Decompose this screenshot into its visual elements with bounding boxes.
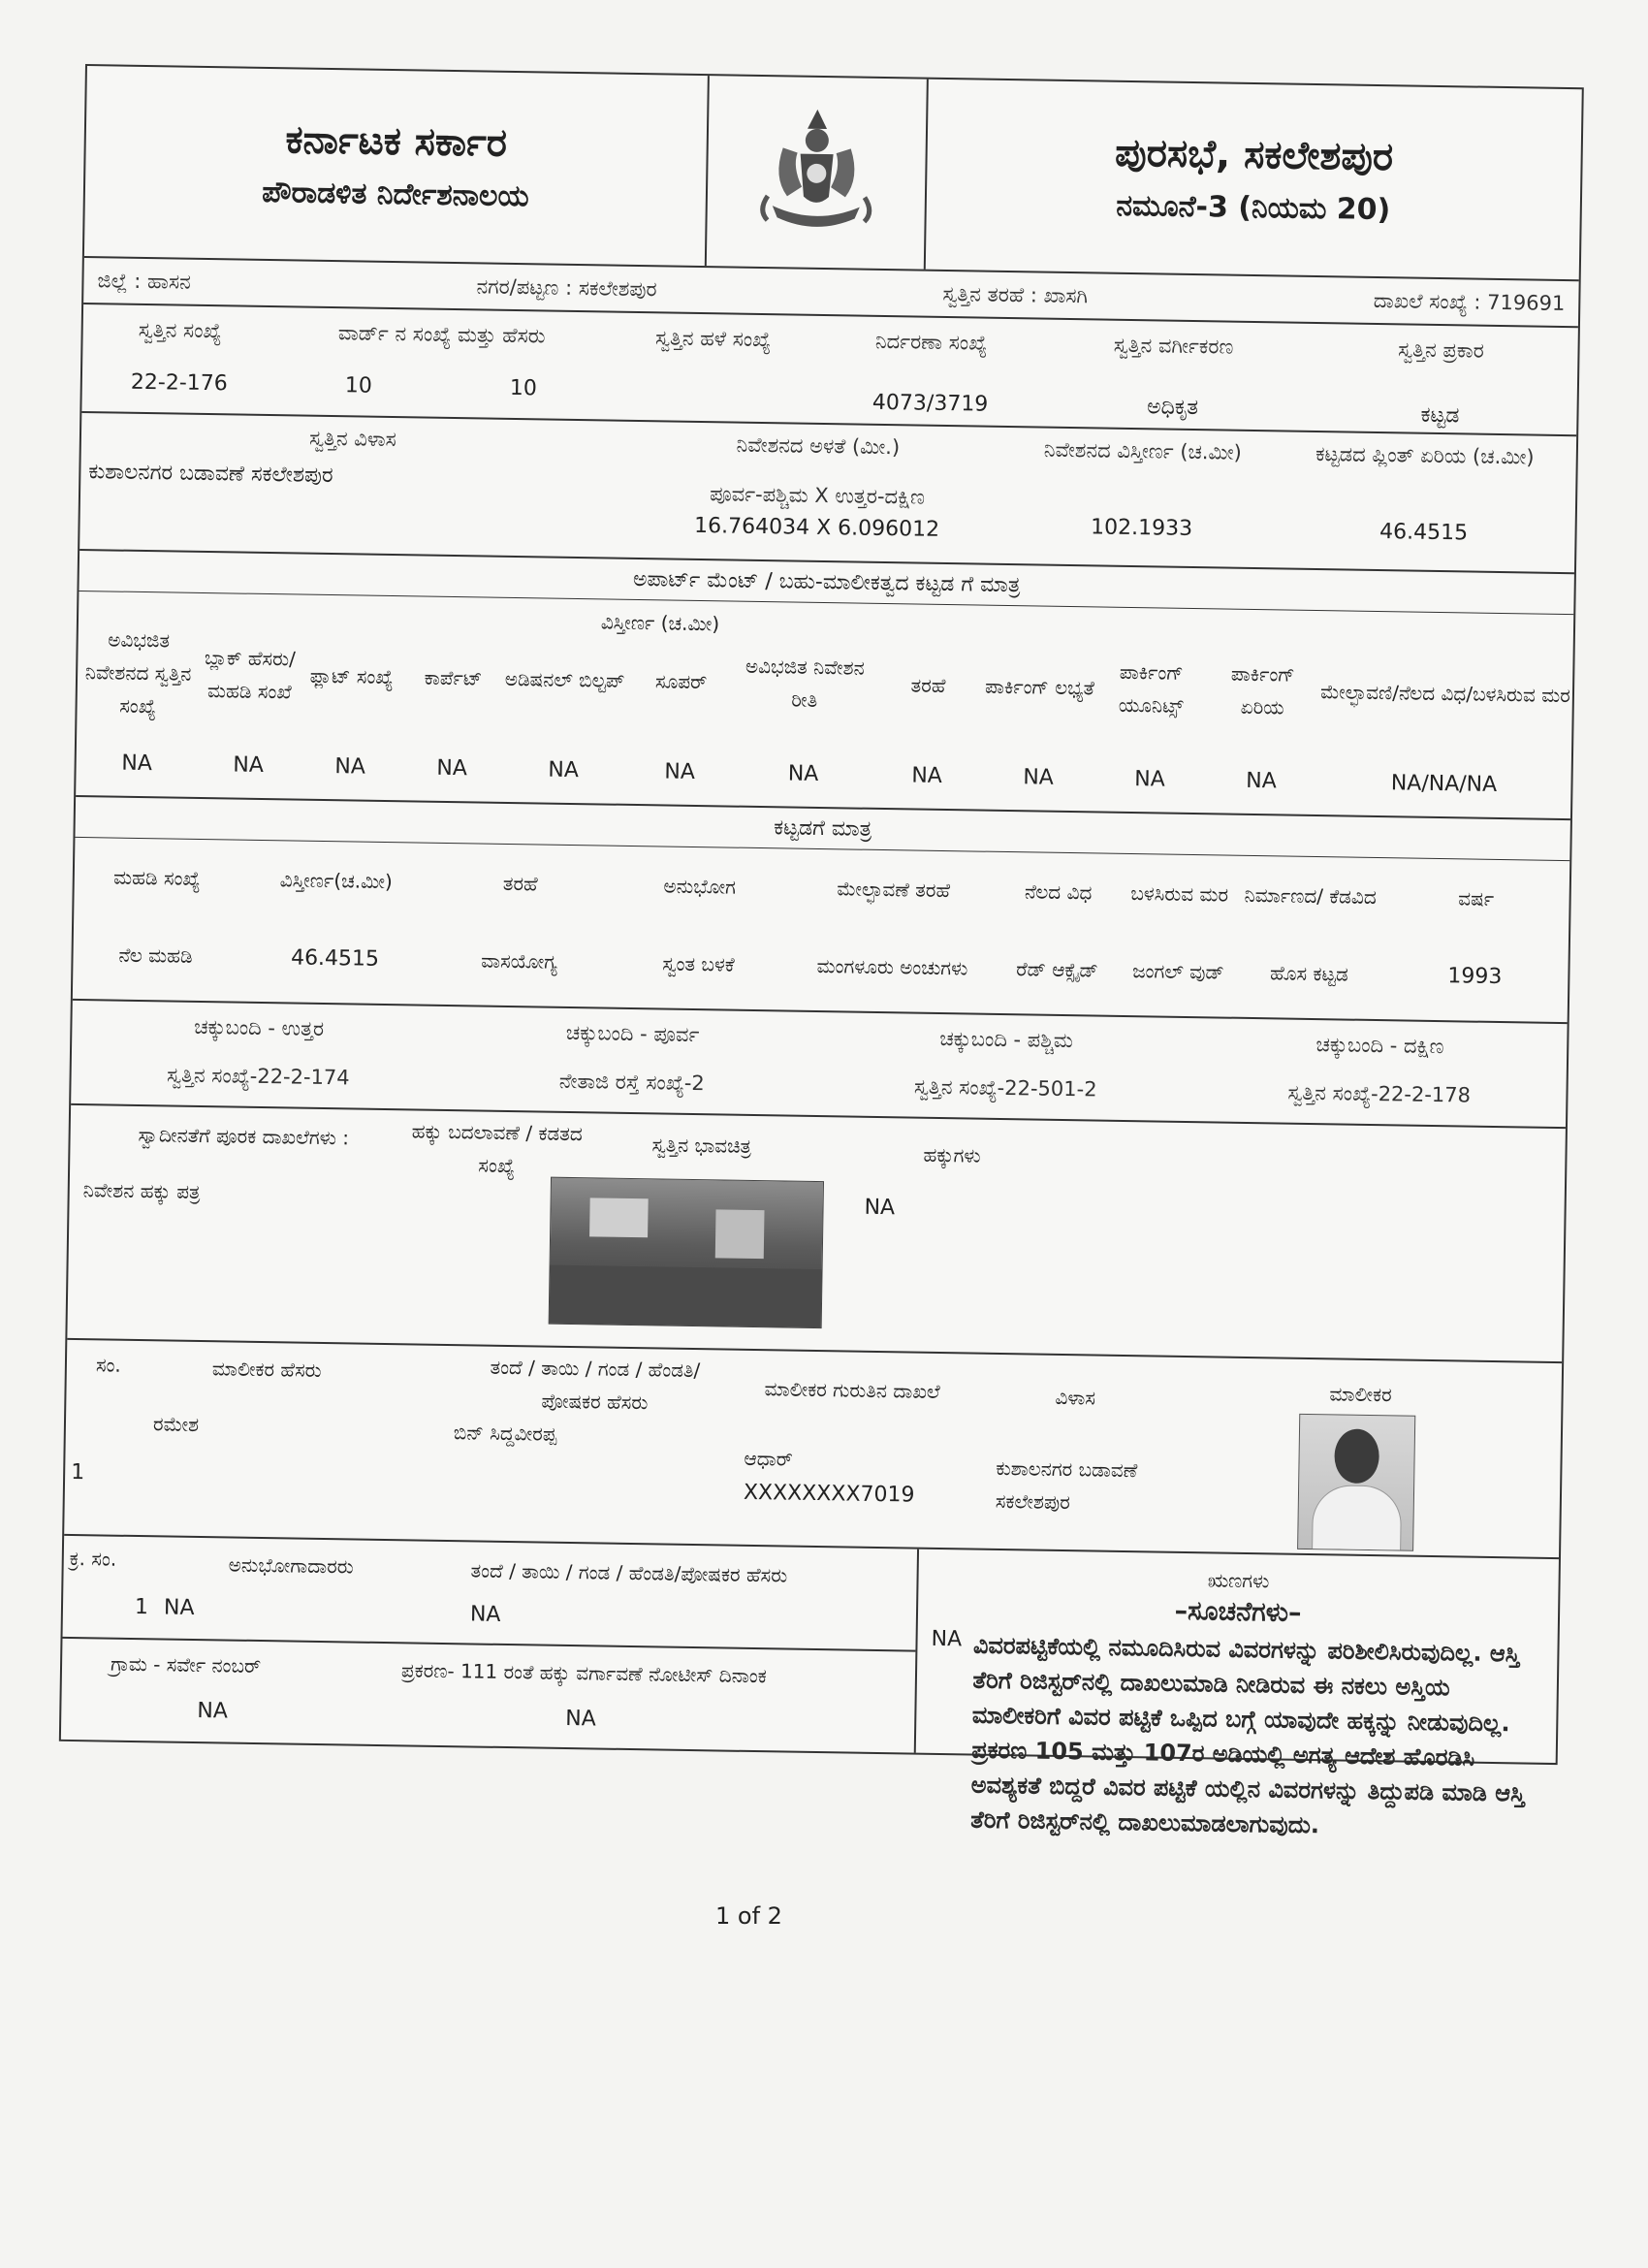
plinth-label: ಕಟ್ಟಡದ ಪ್ಲಿಂತ್ ಏರಿಯ (ಚ.ಮೀ) [1315,441,1535,469]
building-value: ವಾಸಯೋಗ್ಯ [480,948,558,974]
apartment-value: NA [1134,766,1165,792]
building-section [73,838,1569,1024]
ward-number: 10 [344,373,373,399]
stamp-title: –ಸೂಚನೆಗಳು– [1174,1595,1302,1628]
apartment-header: ಸೂಪರ್ [654,669,708,694]
boundary-north: ಸ್ವತ್ತಿನ ಸಂಖ್ಯೆ-22-2-174 [166,1062,350,1089]
building-title: ಕಟ್ಟಡಗೆ ಮಾತ್ರ [774,815,872,842]
address-value: ಕುಶಾಲನಗರ ಬಡಾವಣೆ ಸಕಲೇಶಪುರ [88,460,333,489]
apartment-header: ಅಡಿಷನಲ್ ಬಿಲ್ಟಪ್ [504,666,625,692]
city: ನಗರ/ಪಟ್ಟಣ : ಸಕಲೇಶಪುರ [476,273,657,301]
owner-header-relation: ತಂದೆ / ತಾಯಿ / ಗಂಡ / ಹೆಂಡತಿ/ಪೋಷಕರ ಹೆಸರು [490,1355,701,1415]
ids-header: ಸ್ವತ್ತಿನ ಸಂಖ್ಯೆ [138,317,222,342]
building-header: ಅನುಭೋಗ [663,874,737,899]
apartment-header: ಪಾರ್ಕಿಂಗ್ ಲಭ್ಯತೆ [984,674,1095,700]
building-value: ಸ್ವಂತ ಬಳಕೆ [662,951,735,976]
liabilities-label: ಋಣಗಳು [1207,1568,1270,1593]
classification: ಅಧಿಕೃತ [1146,395,1199,421]
owner-address-line2: ಸಕಲೇಶಪುರ [995,1488,1070,1515]
building-header: ಮೇಲ್ಛಾವಣೆ ತರಹೆ [837,877,951,903]
owner-header-photo: ಮಾಲೀಕರ [1329,1382,1392,1407]
record-number: ದಾಖಲೆ ಸಂಖ್ಯೆ : 719691 [1373,288,1566,315]
apartment-header: ಕಾರ್ಪೆಟ್ [424,665,483,690]
ids-header: ಸ್ವತ್ತಿನ ವರ್ಗೀಕರಣ [1113,333,1234,359]
occupant-name: NA [163,1595,195,1620]
survey-village-label: ಗ್ರಾಮ - ಸರ್ವೇ ನಂಬರ್ [110,1651,262,1678]
property-type: ಸ್ವತ್ತಿನ ತರಹೆ : ಖಾಸಗಿ [942,281,1089,307]
header-emblem-box [707,76,929,270]
owner-id-type: ಆಧಾರ್ [744,1446,793,1471]
building-value: 46.4515 [290,944,380,972]
owner-name: ರಮೇಶ [152,1412,200,1437]
occupant-relation: NA [469,1602,501,1627]
occupant-relation-label: ತಂದೆ / ತಾಯಿ / ಗಂಡ / ಹೆಂಡತಿ/ಪೋಷಕರ ಹೆಸರು [470,1558,788,1587]
building-header: ನೆಲದ ವಿಧ [1024,879,1093,905]
apartment-value: NA [334,753,366,780]
photo-label: ಸ್ವತ್ತಿನ ಭಾವಚಿತ್ರ [651,1133,752,1158]
building-header: ತರಹೆ [502,871,538,896]
building-header: ವಿಸ್ತೀರ್ಣ(ಚ.ಮೀ) [279,868,394,894]
owner-section [64,1340,1562,1559]
assessment-number: 4073/3719 [872,390,989,417]
bottom-left [61,1536,919,1753]
apartment-header-row [77,591,1573,758]
building-value: ಹೊಸ ಕಟ್ಟಡ [1269,961,1348,986]
apartment-header: ಅವಿಭಜಿತ ನಿವೇಶನದ ಸ್ವತ್ತಿನ ಸಂಖ್ಯೆ [84,627,192,719]
apartment-value: NA/NA/NA [1390,770,1498,797]
apartment-header: ಪಾರ್ಕಿಂಗ್ ಏರಿಯ [1230,661,1295,719]
building-value: ಮಂಗಳೂರು ಅಂಚುಗಳು [816,953,968,980]
apartment-header: ಪಾರ್ಕಿಂಗ್ ಯೂನಿಟ್ಸ್ [1118,659,1184,718]
apartment-value: NA [548,757,580,783]
ids-header: ವಾರ್ಡ್ ನ ಸಂಖ್ಯೆ ಮತ್ತು ಹೆಸರು [337,320,546,347]
owner-header-name: ಮಾಲೀಕರ ಹೆಸರು [211,1357,322,1382]
state-emblem-icon [743,99,890,246]
building-value: ನೆಲ ಮಹಡಿ [118,942,193,968]
liabilities-value: NA [931,1626,963,1652]
ids-header: ಸ್ವತ್ತಿನ ಹಳೆ ಸಂಖ್ಯೆ [654,325,772,351]
site-area: 102.1933 [1090,514,1193,541]
address-section [79,413,1576,574]
apartment-header: ತರಹೆ [910,673,946,698]
form-number: ನಮೂನೆ-3 (ನಿಯಮ 20) [1116,188,1391,227]
govt-title: ಕರ್ನಾಟಕ ಸರ್ಕಾರ [285,116,508,166]
bottom-section [61,1536,1559,1839]
building-value: ರೆಡ್ ಆಕ್ಸೈಡ್ [1016,957,1098,982]
boundary-header: ಚಕ್ಕುಬಂದಿ - ಉತ್ತರ [194,1014,325,1040]
bottom-right [916,1549,1559,1839]
survey-notice-label: ಪ್ರಕರಣ- 111 ರಂತೆ ಹಕ್ಕು ವರ್ಗಾವಣೆ ನೋಟೀಸ್ ದಿನಾಂಕ [400,1658,767,1688]
apartment-header: ಮೇಲ್ಛಾವಣಿ/ನೆಲದ ವಿಧ/ಬಳಸಿರುವ ಮರ [1319,680,1571,708]
page-number: 1 of 2 [715,1902,782,1930]
dimension-value: 16.764034 X 6.096012 [693,513,940,542]
district: ಜಿಲ್ಲೆ : ಹಾಸನ [97,268,191,294]
address-label: ಸ್ವತ್ತಿನ ವಿಳಾಸ [308,426,396,451]
site-dimension [622,477,1011,547]
rights-label: ಹಕ್ಕುಗಳು [923,1142,981,1167]
header-right [926,80,1582,280]
building-value: 1993 [1447,963,1503,989]
apartment-value: NA [911,762,943,788]
form-header [84,66,1582,281]
docs-label: ಸ್ವಾದೀನತೆಗೆ ಪೂರಕ ದಾಖಲೆಗಳು : [138,1122,350,1150]
property-kind: ಕಟ್ಟಡ [1420,402,1460,429]
apartment-value: NA [233,751,265,778]
owner-header-address: ವಿಳಾಸ [1055,1385,1096,1410]
survey-notice-value: NA [565,1706,596,1732]
occupant-block [62,1536,917,1652]
boundary-header: ಚಕ್ಕುಬಂದಿ - ಪಶ್ಚಿಮ [939,1026,1074,1052]
property-photo [549,1177,824,1328]
building-header: ಮಹಡಿ ಸಂಖ್ಯೆ [112,865,201,890]
direction-label: ಪೂರ್ವ-ಪಶ್ಚಿಮ X ಉತ್ತರ-ದಕ್ಷಿಣ [709,482,926,509]
owner-photo [1297,1414,1415,1551]
header-left [84,66,710,266]
change-label: ಹಕ್ಕು ಬದಲಾವಣೆ / ಕಡತದ ಸಂಖ್ಯೆ [411,1119,583,1178]
municipality-title: ಪುರಸಭೆ, ಸಕಲೇಶಪುರ [1114,130,1394,179]
apartment-section [76,591,1573,820]
apartment-value: NA [436,755,468,781]
apartment-header: ಅವಿಭಜಿತ ನಿವೇಶನ ರೀತಿ [745,654,865,712]
occupant-name-label: ಅನುಭೋಗಾದಾರರು [228,1552,354,1579]
site-dimension-label: ನಿವೇಶನದ ಅಳತೆ (ಮೀ.) [736,432,901,459]
ward-name: 10 [509,375,537,401]
owner-relation: ಬಿನ್ ಸಿದ್ದವೀರಪ್ಪ [453,1421,557,1446]
rights-value: NA [864,1195,896,1221]
property-form [59,64,1584,1839]
apartment-title: ಅಪಾರ್ಟ್ ಮೆಂಟ್ / ಬಹು-ಮಾಲೀಕತ್ವದ ಕಟ್ಟಡ ಗೆ ಮಾತ್ರ [632,566,1021,598]
occupant-serial: 1 [134,1594,149,1620]
occupant-sl-label: ಕ್ರ. ಸಂ. [69,1546,117,1571]
owner-header-serial: ಸಂ. [95,1353,121,1377]
building-header: ವರ್ಷ [1458,886,1495,910]
boundary-header: ಚಕ್ಕುಬಂದಿ - ಪೂರ್ವ [565,1020,700,1046]
survey-block [61,1639,916,1753]
owner-id-number: XXXXXXXX7019 [743,1480,915,1508]
doc-value: ನಿವೇಶನ ಹಕ್ಕು ಪತ್ರ [82,1178,201,1204]
site-area-label: ನಿವೇಶನದ ವಿಸ್ತೀರ್ಣ (ಚ.ಮೀ) [1043,437,1243,464]
boundary-west: ಸ್ವತ್ತಿನ ಸಂಖ್ಯೆ-22-501-2 [913,1074,1097,1102]
owner-address-line1: ಕುಶಾಲನಗರ ಬಡಾವಣೆ [996,1455,1138,1483]
rights-section [67,1105,1566,1363]
old-number [606,386,819,397]
apartment-header: ಫ್ಲಾಟ್ ಸಂಖ್ಯೆ [309,663,394,689]
boundary-east: ನೇತಾಜಿ ರಸ್ತೆ ಸಂಖ್ಯೆ-2 [558,1069,705,1095]
owner-serial: 1 [70,1459,85,1485]
stamp-body [931,1626,1544,1839]
owner-header-id: ಮಾಲೀಕರ ಗುರುತಿನ ದಾಖಲೆ [764,1377,940,1404]
apartment-value: NA [1246,768,1277,793]
building-header: ಬಳಸಿರುವ ಮರ [1130,881,1229,907]
apartment-value: NA [1023,764,1055,790]
survey-village-value: NA [197,1699,229,1724]
building-value: ಜಂಗಲ್ ವುಡ್ [1132,959,1224,984]
boundary-south: ಸ್ವತ್ತಿನ ಸಂಖ್ಯೆ-22-2-178 [1287,1080,1472,1107]
apartment-value: NA [121,751,153,776]
stamp-text: ವಿವರಪಟ್ಟಿಕೆಯಲ್ಲಿ ನಮೂದಿಸಿರುವ ವಿವರಗಳನ್ನು ಪರಿಶೀಲಿಸಿರುವುದಿಲ್ಲ. ಆಸ್ತಿ ತೆರಿಗೆ ರಿಜಿಸ್ಟರ್‌ನಲ್ಲಿ ದಾಖಲುಮಾಡಿ ನೀಡಿರುವ ಈ ನಕಲು ಅಸ್ತಿಯ ಮಾಲೀಕರಿಗೆ ವಿವರ ಪಟ್ಟಿಕೆ ಒಪ್ಪಿದ ಬಗ್ಗೆ ಯಾವುದೇ ಹಕ್ಕನ್ನು ನೀಡುವುದಿಲ್ಲ. ಪ್ರಕರಣ 105 ಮತ್ತು 107ರ ಅಡಿಯಲ್ಲಿ ಅಗತ್ಯ ಆದೇಶ ಹೊರಡಿಸಿ ಅವಶ್ಯಕತೆ ಬಿದ್ದರೆ ವಿವರ ಪಟ್ಟಿಕೆ ಯಲ್ಲಿನ ವಿವರಗಳನ್ನು ತಿದ್ದುಪಡಿ ಮಾಡಿ ಆಸ್ತಿ ತೆರಿಗೆ ರಿಜಿಸ್ಟರ್‌ನಲ್ಲಿ ದಾಖಲುಮಾಡಲಾಗುವುದು. [969,1631,1526,1839]
area-group-label: ವಿಸ್ತೀರ್ಣ (ಚ.ಮೀ) [600,610,720,636]
boundary-header: ಚಕ್ಕುಬಂದಿ - ದಕ್ಷಿಣ [1315,1032,1444,1058]
apartment-value: NA [664,758,696,784]
building-header: ನಿರ್ಮಾಣದ/ ಕೆಡವಿದ [1244,882,1377,910]
property-number: 22-2-176 [130,369,228,397]
ids-header: ಸ್ವತ್ತಿನ ಪ್ರಕಾರ [1398,336,1484,363]
directorate-title: ಪೌರಾಡಳಿತ ನಿರ್ದೇಶನಾಲಯ [261,175,529,213]
plinth-area: 46.4515 [1379,519,1469,545]
apartment-header: ಬ್ಲಾಕ್ ಹೆಸರು/ ಮಹಡಿ ಸಂಖೆ [204,646,297,704]
apartment-value: NA [787,760,819,786]
ids-header: ನಿರ್ದರಣಾ ಸಂಖ್ಯೆ [874,329,988,355]
